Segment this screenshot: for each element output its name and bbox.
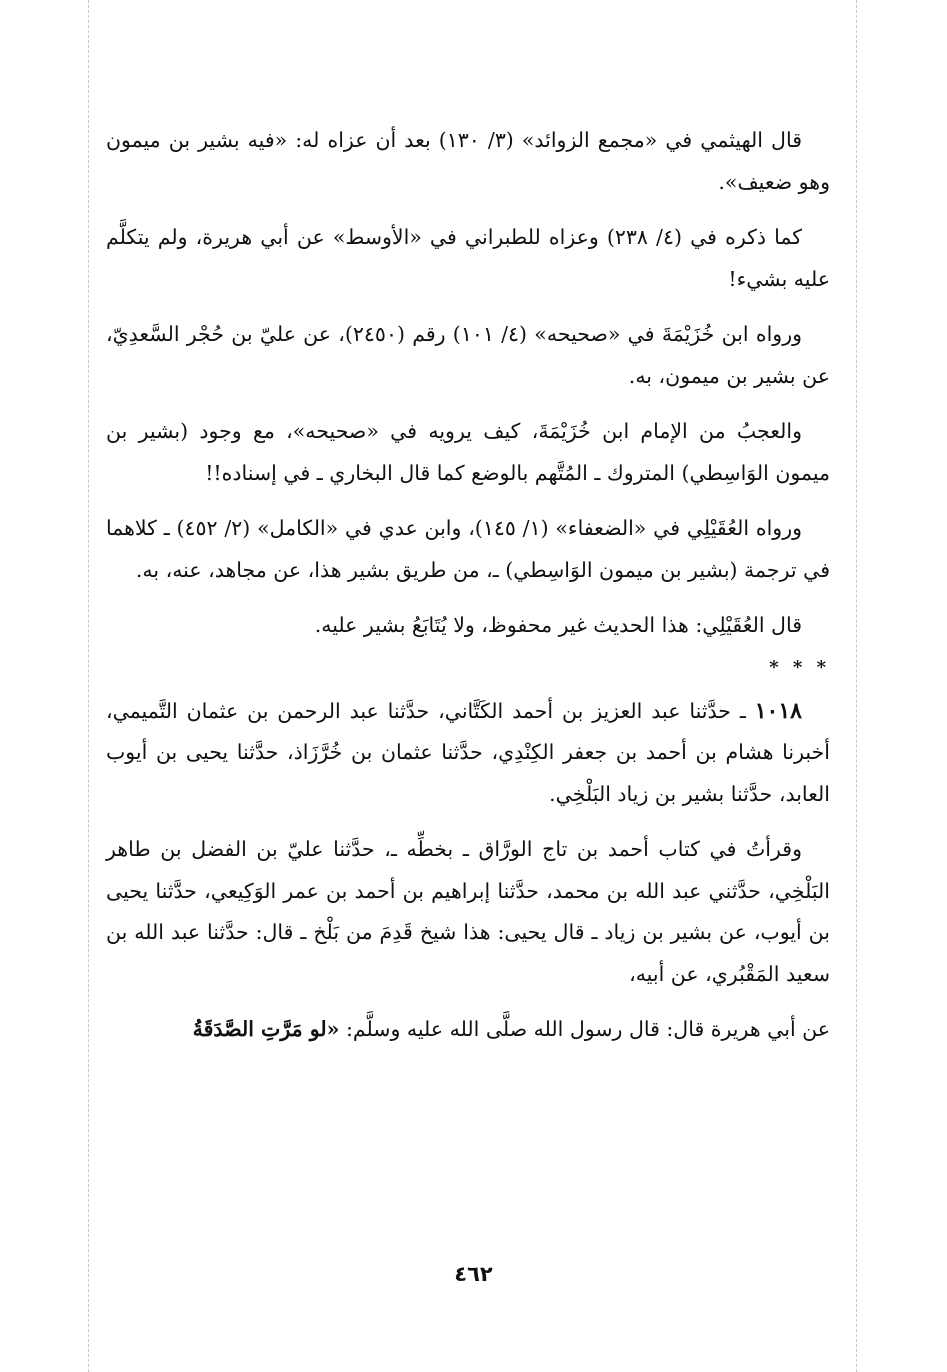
paragraph-reading: وقرأتُ في كتاب أحمد بن تاج الورَّاق ـ بخطِّه ـ، حدَّثنا عليّ بن الفضل بن طاهر البَلْخِي، حدَّثني عبد الله بن محمد، حدَّثنا إبراهيم بن أحمد بن عمر الوَكِيعي، حدَّثنا يحيى بن أيوب، عن بشير بن زياد ـ قال يحيى: هذا شيخ قَدِمَ من بَلْخ ـ قال: حدَّثنا عبد الله بن سعيد المَقْبُري، عن أبيه،	[106, 837, 830, 986]
page-number: ٤٦٢	[454, 1262, 493, 1286]
left-margin-guide	[88, 0, 89, 1372]
paragraph-uqayli-verdict: قال العُقَيْلِي: هذا الحديث غير محفوظ، ولا يُتَابَعُ بشير عليه.	[314, 613, 802, 637]
matn-quote: «لو مَرَّتِ الصَّدَقَةُ	[192, 1017, 340, 1041]
section-separator: * * *	[769, 656, 830, 678]
paragraph-haythami: قال الهيثمي في «مجمع الزوائد» (٣/ ١٣٠) بعد أن عزاه له: «فيه بشير بن ميمون وهو ضعيف».	[106, 128, 830, 194]
right-margin-guide	[856, 0, 857, 1372]
hadith-paragraph	[106, 691, 830, 816]
paragraph-ibn-khuzayma: ورواه ابن خُزَيْمَةَ في «صحيحه» (٤/ ١٠١) رقم (٢٤٥٠)، عن عليّ بن حُجْر السَّعدِيّ، عن بشير بن ميمون، به.	[106, 322, 830, 388]
paragraph-wonder: والعجبُ من الإمام ابن خُزَيْمَةَ، كيف يرويه في «صحيحه»، مع وجود (بشير بن ميمون الوَاسِطي) المتروك ـ المُتَّهم بالوضع كما قال البخاري ـ في إسناده!!	[106, 419, 830, 485]
paragraph-awsat: كما ذكره في (٤/ ٢٣٨) وعزاه للطبراني في «الأوسط» عن أبي هريرة، ولم يتكلَّم عليه بشيء!	[106, 225, 830, 291]
hadith-chain: ـ حدَّثنا عبد العزيز بن أحمد الكَتَّاني، حدَّثنا عبد الرحمن بن عثمان التَّميمي، أخبرنا هشام بن أحمد بن جعفر الكِنْدِي، حدَّثنا عثمان بن خُرَّزَاذ، حدَّثنا يحيى بن أيوب العابد، حدَّثنا بشير بن زياد البَلْخِي.	[106, 698, 830, 806]
paragraph-uqayli-ibn-adi: ورواه العُقَيْلِي في «الضعفاء» (١/ ١٤٥)، وابن عدي في «الكامل» (٢/ ٤٥٢) ـ كلاهما في ترجمة (بشير بن ميمون الوَاسِطي) ـ، من طريق بشير هذا، عن مجاهد، عنه، به.	[106, 516, 830, 582]
matn-intro: عن أبي هريرة قال: قال رسول الله صلَّى الله عليه وسلَّم:	[339, 1017, 830, 1041]
page-body	[106, 120, 830, 1057]
paragraph-matn	[106, 1009, 830, 1051]
hadith-number: ١٠١٨	[754, 697, 802, 724]
